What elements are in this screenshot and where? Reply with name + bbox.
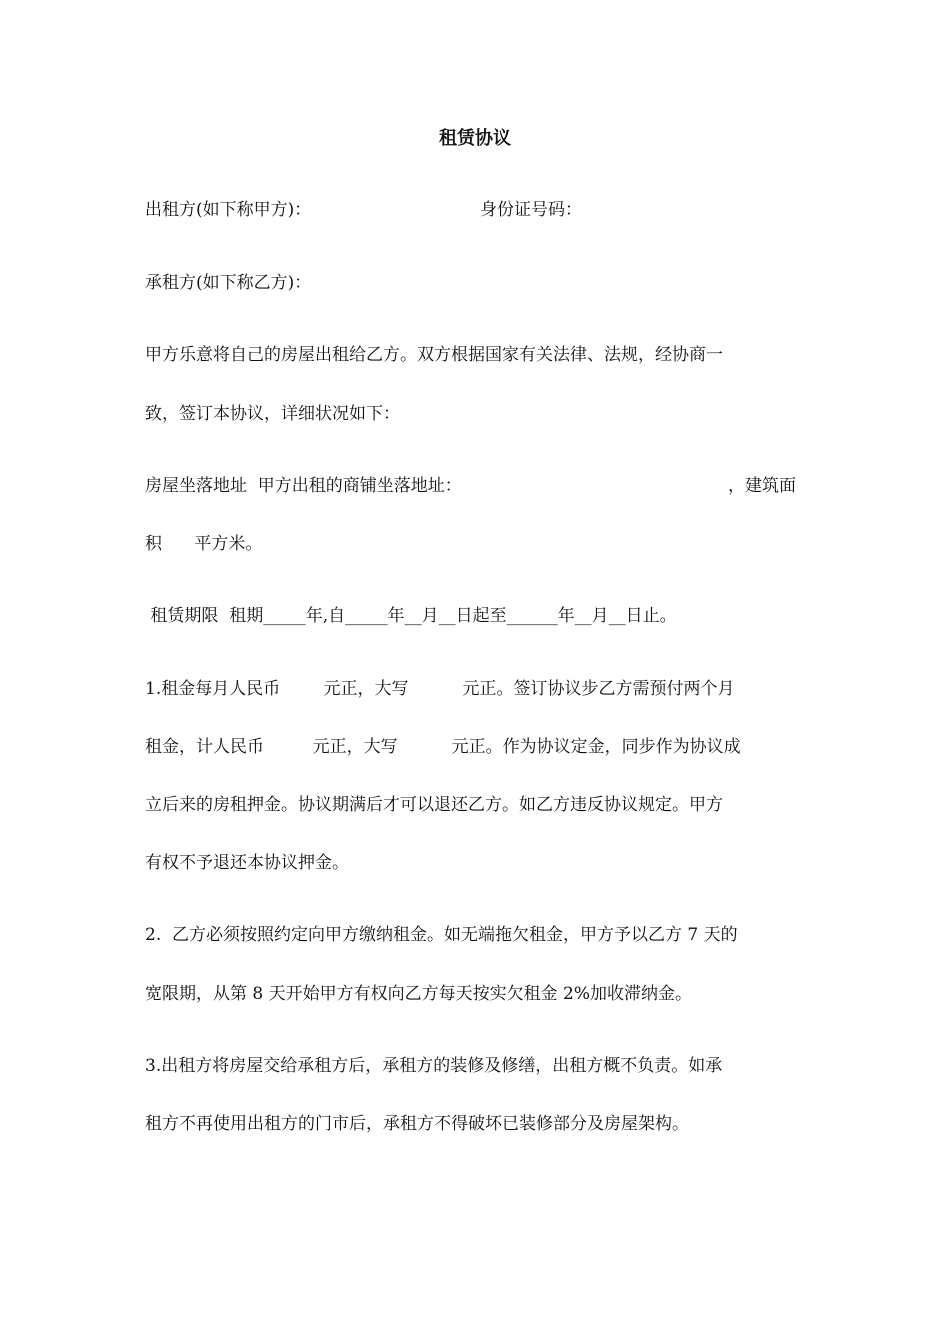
- address-line-1: 房屋坐落地址 甲方出租的商铺坐落地址：: [145, 476, 462, 496]
- address-line-2: 积 平方米。: [145, 534, 263, 554]
- building-area-label: ，建筑面: [728, 476, 796, 496]
- clause-1-line-1: 1.租金每月人民币 元正，大写 元正。签订协议步乙方需预付两个月: [145, 679, 735, 699]
- clause-3-line-2: 租方不再使用出租方的门市后，承租方不得破坏已装修部分及房屋架构。: [145, 1114, 689, 1134]
- lessor-label: 出租方(如下称甲方)：: [145, 200, 312, 220]
- intro-line-1: 甲方乐意将自己的房屋出租给乙方。双方根据国家有关法律、法规，经协商一: [145, 345, 723, 365]
- lessee-label: 承租方(如下称乙方)：: [145, 273, 312, 293]
- lease-term-line: 租赁期限 租期_____年,自_____年__月__日起至______年__月__日止。: [145, 606, 677, 626]
- clause-1-line-4: 有权不予退还本协议押金。: [145, 853, 349, 873]
- clause-2-line-1: 2. 乙方必须按照约定向甲方缴纳租金。如无端拖欠租金，甲方予以乙方 7 天的: [145, 925, 738, 945]
- clause-1-line-2: 租金，计人民币 元正，大写 元正。作为协议定金，同步作为协议成: [145, 737, 741, 757]
- intro-line-2: 致，签订本协议，详细状况如下：: [145, 404, 400, 424]
- document-title: 租赁协议: [439, 128, 511, 149]
- clause-1-line-3: 立后来的房租押金。协议期满后才可以退还乙方。如乙方违反协议规定。甲方: [145, 795, 723, 815]
- clause-2-line-2: 宽限期，从第 8 天开始甲方有权向乙方每天按实欠租金 2%加收滞纳金。: [145, 984, 692, 1004]
- clause-3-line-1: 3.出租方将房屋交给承租方后，承租方的装修及修缮，出租方概不负责。如承: [145, 1056, 723, 1076]
- id-number-label: 身份证号码：: [480, 200, 582, 220]
